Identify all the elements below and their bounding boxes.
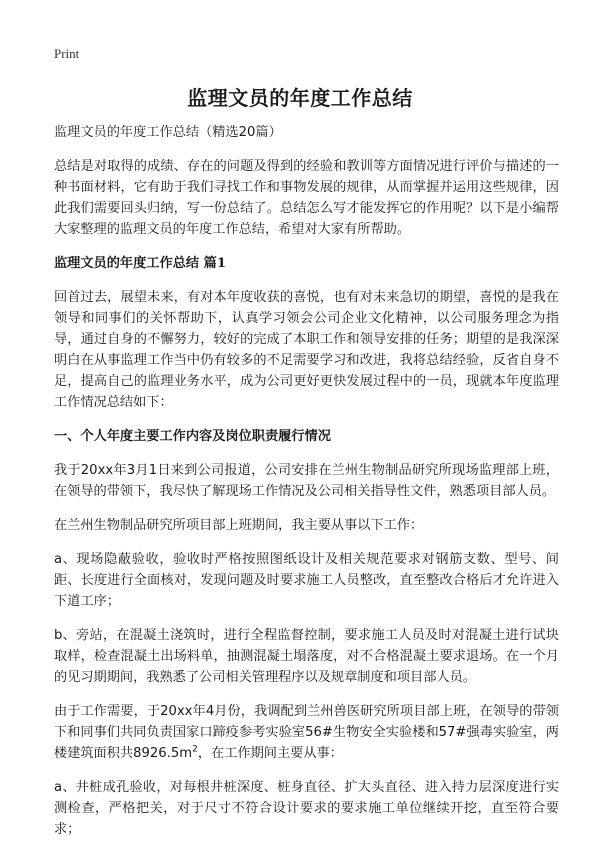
transfer-text-start: 由于工作需要，于20xx年4月份，我调配到兰州兽医研究所项目部上班，在领导的带领下和同事们共同负责国家口蹄疫参考实验室56#生物安全实验楼和57#强毒实验室，两楼建筑面积共8926.5m	[54, 704, 559, 761]
transfer-text-end: ，在工作期间主要从事：	[197, 746, 343, 761]
transfer-paragraph	[54, 701, 559, 764]
superscript-two: 2	[192, 744, 198, 755]
section-paragraph: 回首过去，展望未来，有对本年度收获的喜悦，也有对未来急切的期望，喜悦的是我在领导和同事们的关怀帮助下，认真学习领会公司企业文化精神，以公司服务理念为指导，通过自身的不懈努力，较好的完成了本职工作和领导安排的任务；期望的是我深深明白在从事监理工作当中仍有较多的不足需要学习和改进，我将总结经验，反省自身不足，提高自己的监理业务水平，成为公司更好更快发展过程中的一员，现就本年度监理工作情况总结如下：	[54, 290, 559, 410]
document-body	[54, 122, 559, 853]
report-paragraph: 我于20xx年3月1日来到公司报道，公司安排在兰州生物制品研究所现场监理部上班，在领导的带领下，我尽快了解现场工作情况及公司相关指导性文件，熟悉项目部人员。	[54, 463, 559, 499]
section-heading: 监理文员的年度工作总结 篇1	[54, 256, 227, 271]
list-item-a2: a、井桩成孔验收，对每根井桩深度、桩身直径、扩大头直径、进入持力层深度进行实测检查，严格把关，对于尺寸不符合设计要求的要求施工单位继续开挖，直至符合要求；	[54, 780, 559, 837]
print-link[interactable]: Print	[54, 46, 80, 61]
intro-paragraph: 总结是对取得的成绩、存在的问题及得到的经验和教训等方面情况进行评价与描述的一种书面材料，它有助于我们寻找工作和事物发展的规律，从而掌握并运用这些规律，因此我们需要回头归纳，写一份总结了。总结怎么写才能发挥它的作用呢？以下是小编帮大家整理的监理文员的年度工作总结，希望对大家有所帮助。	[54, 159, 559, 237]
document-title: 监理文员的年度工作总结	[187, 86, 413, 110]
list-item-b: b、旁站，在混凝土浇筑时，进行全程监督控制，要求施工人员及时对混凝土进行试块取样，检查混凝土出场料单，抽测混凝土塌落度，对不合格混凝土要求退场。在一个月的见习期期间，我熟悉了公司相关管理程序以及规章制度和项目部人员。	[54, 628, 559, 685]
document-subtitle: 监理文员的年度工作总结（精选20篇）	[54, 125, 282, 140]
duties-paragraph: 在兰州生物制品研究所项目部上班期间，我主要从事以下工作：	[54, 518, 424, 533]
subsection-heading: 一、个人年度主要工作内容及岗位职责履行情况	[54, 429, 331, 444]
list-item-a: a、现场隐蔽验收，验收时严格按照图纸设计及相关规范要求对钢筋支数、型号、间距、长度进行全面核对，发现问题及时要求施工人员整改，直至整改合格后才允许进入下道工序；	[54, 552, 559, 609]
